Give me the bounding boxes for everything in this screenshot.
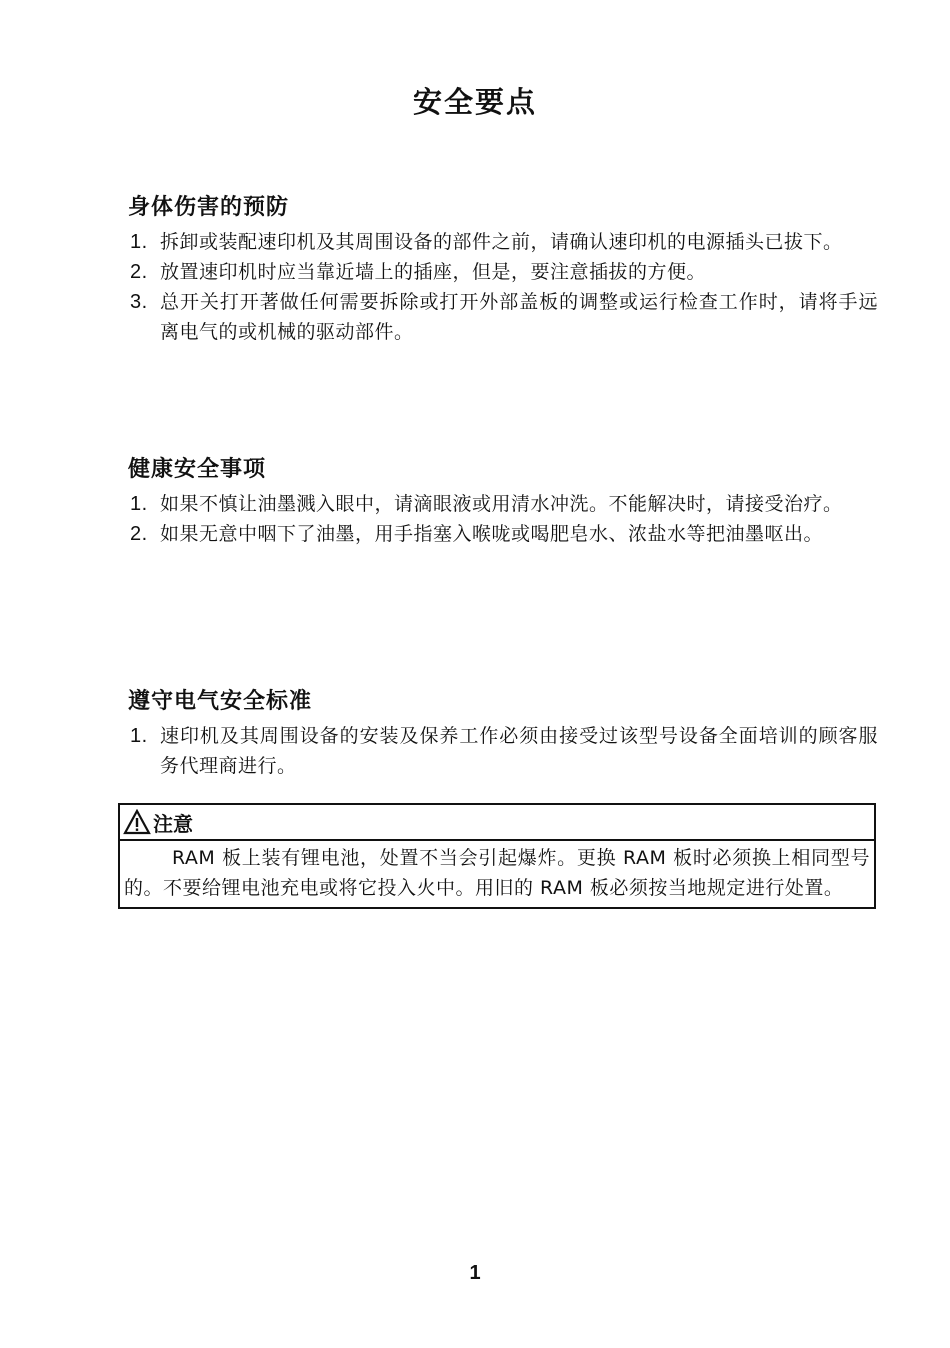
- list-item: [126, 519, 878, 549]
- section-heading: 身体伤害的预防: [128, 194, 290, 220]
- item-text: 如果无意中咽下了油墨，用手指塞入喉咙或喝肥皂水、浓盐水等把油墨呕出。: [160, 523, 824, 545]
- list-item: [126, 227, 878, 257]
- notice-header: [120, 805, 874, 841]
- item-text: 总开关打开著做任何需要拆除或打开外部盖板的调整或运行检查工作时，请将手远离电气的或机械的驱动部件。: [160, 291, 878, 343]
- page-number: 1: [469, 1262, 481, 1284]
- notice-body: RAM 板上装有锂电池，处置不当会引起爆炸。更换 RAM 板时必须换上相同型号的。不要给锂电池充电或将它投入火中。用旧的 RAM 板必须按当地规定进行处置。: [124, 847, 870, 899]
- item-text: 速印机及其周围设备的安装及保养工作必须由接受过该型号设备全面培训的顾客服务代理商进行。: [160, 725, 878, 777]
- item-number: 2.: [130, 261, 148, 283]
- section-injury-prevention: [126, 190, 878, 347]
- list-item: [126, 287, 878, 347]
- notice-box: [118, 803, 876, 909]
- section-heading: 健康安全事项: [128, 456, 267, 482]
- section-heading: 遵守电气安全标准: [128, 688, 313, 714]
- item-number: 1.: [130, 493, 148, 515]
- item-number: 2.: [130, 523, 148, 545]
- item-number: 3.: [130, 291, 148, 313]
- list-item: [126, 489, 878, 519]
- section-electrical-standards: [126, 684, 878, 781]
- item-number: 1.: [130, 231, 148, 253]
- item-number: 1.: [130, 725, 148, 747]
- warning-triangle-icon: [123, 809, 151, 835]
- list-item: [126, 257, 878, 287]
- list-item: [126, 721, 878, 781]
- notice-title: 注意: [153, 811, 193, 836]
- section-health-safety: [126, 452, 878, 549]
- item-text: 放置速印机时应当靠近墙上的插座，但是，要注意插拔的方便。: [160, 261, 707, 283]
- item-text: 如果不慎让油墨溅入眼中，请滴眼液或用清水冲洗。不能解决时，请接受治疗。: [160, 493, 843, 515]
- page-title: 安全要点: [412, 85, 537, 119]
- item-text: 拆卸或装配速印机及其周围设备的部件之前，请确认速印机的电源插头已拔下。: [160, 231, 843, 253]
